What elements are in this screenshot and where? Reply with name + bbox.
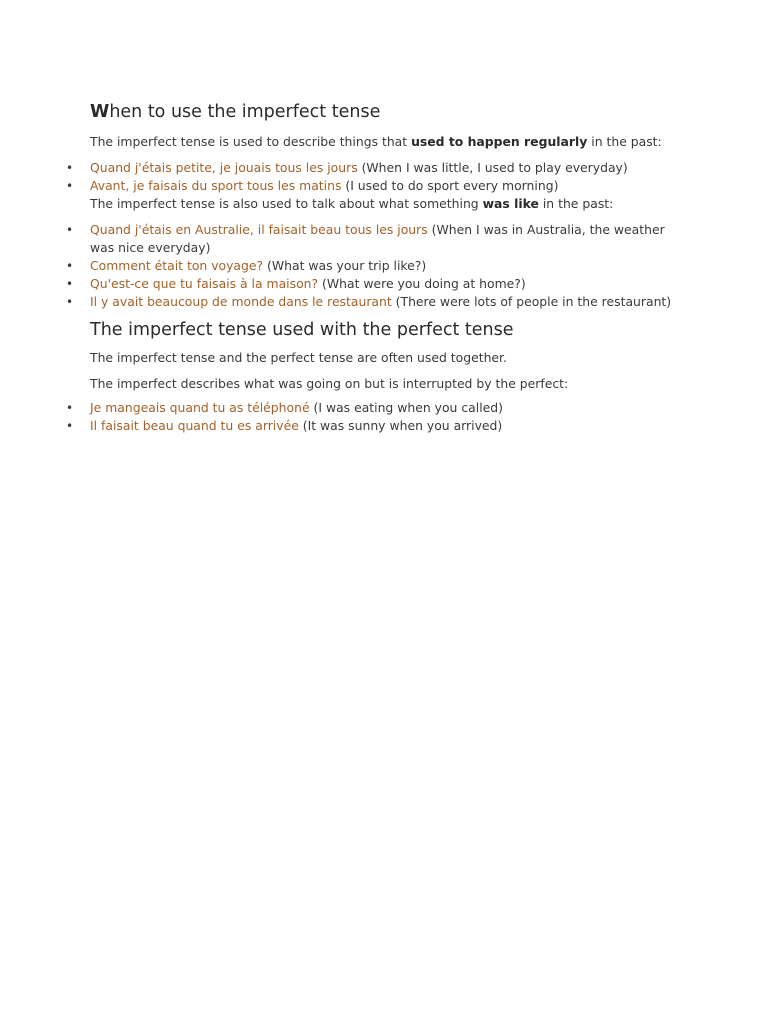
english-translation: (I was eating when you called): [309, 400, 503, 415]
english-translation: (When I was little, I used to play everyday): [357, 160, 628, 175]
intro-text: The imperfect tense is used to describe things that: [90, 134, 412, 149]
list-item: [90, 257, 690, 275]
list-item: [90, 159, 690, 177]
list-item: [90, 221, 690, 257]
french-example: Il y avait beaucoup de monde dans le restaurant: [90, 294, 392, 309]
list-item: [90, 417, 690, 435]
english-translation: (When I was in Australia, the weather was nice everyday): [90, 222, 665, 255]
example-list-description: [90, 221, 690, 311]
english-translation: (What were you doing at home?): [318, 276, 526, 291]
french-example: Qu'est-ce que tu faisais à la maison?: [90, 276, 319, 291]
section-title-imperfect-with-perfect: The imperfect tense used with the perfect tense: [90, 320, 514, 340]
title-initial: W: [90, 102, 110, 122]
section-title-imperfect-usage: [90, 101, 690, 123]
second-text-end: in the past:: [538, 196, 614, 211]
paragraph-interrupted: The imperfect describes what was going on but is interrupted by the perfect:: [90, 376, 569, 391]
second-text: The imperfect tense is also used to talk about what something: [90, 196, 483, 211]
document-content: [90, 101, 690, 435]
english-translation: (It was sunny when you arrived): [298, 418, 503, 433]
french-example: Quand j'étais en Australie, il faisait beau tous les jours: [90, 222, 428, 237]
list-item: [90, 399, 690, 417]
paragraph-often-together: The imperfect tense and the perfect tense are often used together.: [90, 350, 507, 365]
intro-paragraph: [90, 133, 690, 151]
french-example: Il faisait beau quand tu es arrivée: [90, 418, 299, 433]
english-translation: (I used to do sport every morning): [341, 178, 559, 193]
list-item: [90, 275, 690, 293]
french-example: Avant, je faisais du sport tous les matins: [90, 178, 342, 193]
french-example: Quand j'étais petite, je jouais tous les jours: [90, 160, 358, 175]
second-paragraph: [90, 195, 690, 213]
intro-text-end: in the past:: [587, 134, 662, 149]
french-example: Je mangeais quand tu as téléphoné: [90, 400, 310, 415]
example-list-interrupted: [90, 399, 690, 435]
french-example: Comment était ton voyage?: [90, 258, 264, 273]
list-item: [90, 177, 690, 195]
english-translation: (There were lots of people in the restaurant): [391, 294, 672, 309]
english-translation: (What was your trip like?): [263, 258, 427, 273]
example-list-regular: [90, 159, 690, 195]
list-item: [90, 293, 690, 311]
second-emphasis: was like: [482, 196, 539, 211]
title-rest: hen to use the imperfect tense: [109, 102, 381, 122]
intro-emphasis: used to happen regularly: [411, 134, 588, 149]
